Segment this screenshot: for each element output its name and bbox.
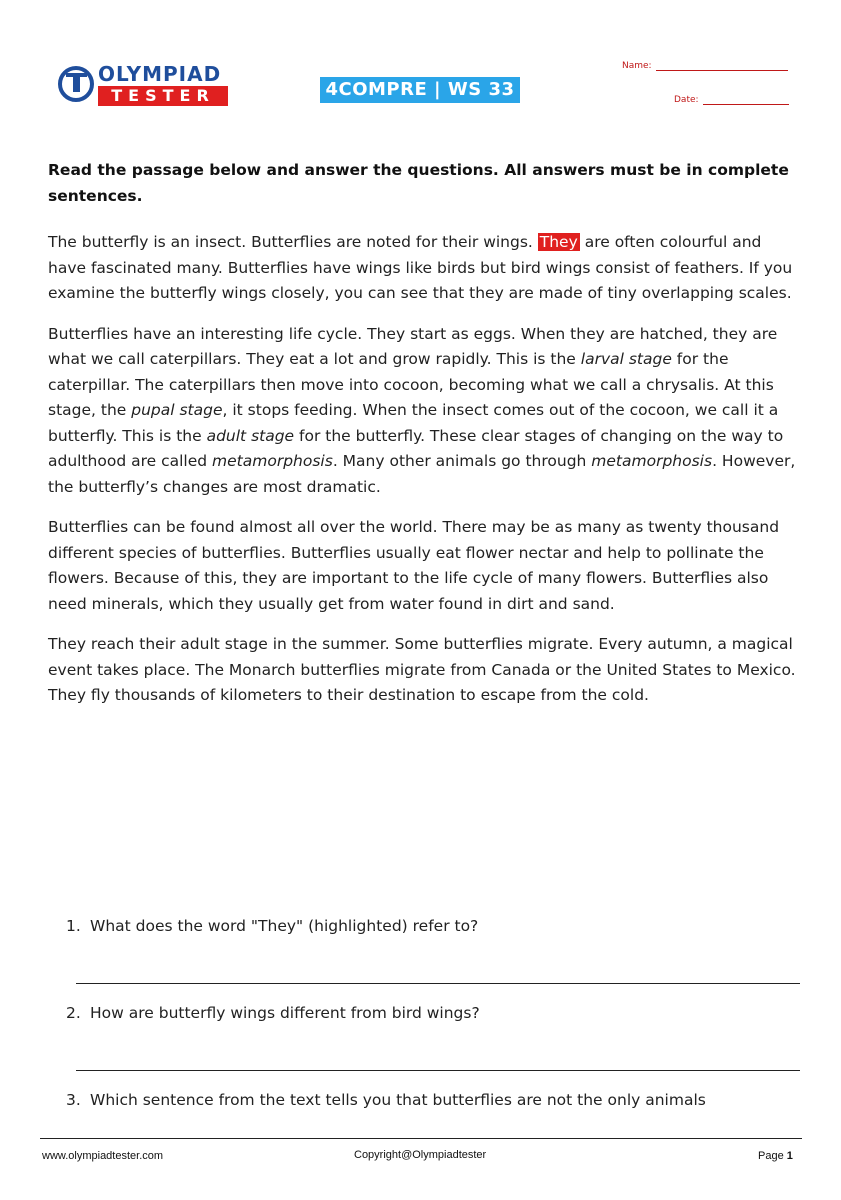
- passage-paragraph-3: Butterflies can be found almost all over the world. There may be as many as twenty thousand different species of butterflies. Butterflies usually eat flower nectar and help to pollinate the flowers. Because of this, they are important to the life cycle of many flowers. Butterflies also need minerals, which they usually get from water found in dirt and sand.: [48, 518, 780, 613]
- name-field[interactable]: [622, 60, 788, 71]
- highlighted-word: They: [539, 233, 578, 251]
- logo-mark-icon: [58, 66, 94, 102]
- question-number: 3.: [66, 1091, 81, 1109]
- name-line: [656, 60, 788, 71]
- passage-paragraph-4: They reach their adult stage in the summer. Some butterflies migrate. Every autumn, a magical event takes place. The Monarch butterflies migrate from Canada or the United States to Mexico. They fly thousands of kilometers to their destination to escape from the cold.: [48, 635, 796, 704]
- passage-paragraph-2: [48, 322, 798, 501]
- footer-copyright: Copyright@Olympiadtester: [354, 1149, 487, 1161]
- answer-line[interactable]: [76, 1070, 800, 1071]
- p2-text-e: . Many other animals go through: [332, 452, 592, 470]
- worksheet-title: 4COMPRE | WS 33: [320, 77, 520, 103]
- term-pupal-stage: pupal stage: [131, 401, 223, 419]
- answer-line[interactable]: [76, 983, 800, 984]
- p2-text-d: for the butterfly. These clear stages of changing on the way to adulthood are called: [48, 426, 784, 470]
- olympiad-tester-logo: [58, 62, 238, 112]
- term-metamorphosis-2: metamorphosis: [591, 452, 713, 470]
- footer-page-number: [758, 1150, 793, 1162]
- question-item: [66, 917, 806, 1004]
- p2-text-a: Butterflies have an interesting life cycle. They start as eggs. When they are hatched, they are what we call caterpillars. They eat a lot and grow rapidly. This is the: [48, 324, 778, 368]
- p1-text-a: The butterfly is an insect. Butterflies are noted for their wings.: [48, 233, 538, 251]
- question-text: What does the word "They" (highlighted) refer to?: [90, 917, 479, 935]
- date-field[interactable]: [674, 94, 789, 105]
- page-label: Page: [758, 1150, 784, 1162]
- footer-divider: [40, 1138, 802, 1139]
- instructions: Read the passage below and answer the questions. All answers must be in complete sentences.: [48, 161, 789, 205]
- date-label: Date:: [674, 95, 699, 105]
- p1-text-b: are often colourful and have fascinated many. Butterflies have wings like birds but bird wings consist of feathers. If you examine the butterfly wings closely, you can see that they are made of tiny overlapping scales.: [48, 233, 793, 302]
- question-item: [66, 1004, 806, 1091]
- footer-website: www.olympiadtester.com: [42, 1150, 164, 1162]
- term-larval-stage: larval stage: [580, 350, 672, 368]
- p2-text-c: , it stops feeding. When the insect comes out of the cocoon, we call it a butterfly. This is the: [48, 401, 779, 445]
- p2-text-f: . However, the butterfly’s changes are most dramatic.: [48, 452, 796, 496]
- question-text: How are butterfly wings different from bird wings?: [90, 1004, 480, 1022]
- question-number: 2.: [66, 1004, 81, 1022]
- question-text: Which sentence from the text tells you that butterflies are not the only animals: [90, 1091, 706, 1109]
- term-metamorphosis-1: metamorphosis: [212, 452, 333, 470]
- question-number: 1.: [66, 917, 81, 935]
- term-adult-stage: adult stage: [206, 426, 295, 445]
- question-item: [66, 1091, 806, 1178]
- page-number: 1: [786, 1150, 793, 1162]
- passage-paragraph-1: [48, 230, 798, 307]
- reading-passage: [48, 230, 798, 724]
- date-line: [703, 94, 789, 105]
- logo-top-text: OLYMPIAD: [98, 62, 222, 86]
- p2-text-b: for the caterpillar. The caterpillars then move into cocoon, becoming what we call a chrysalis. At this stage, the: [48, 350, 774, 419]
- name-label: Name:: [622, 61, 652, 71]
- logo-bottom-text: TESTER: [98, 86, 228, 106]
